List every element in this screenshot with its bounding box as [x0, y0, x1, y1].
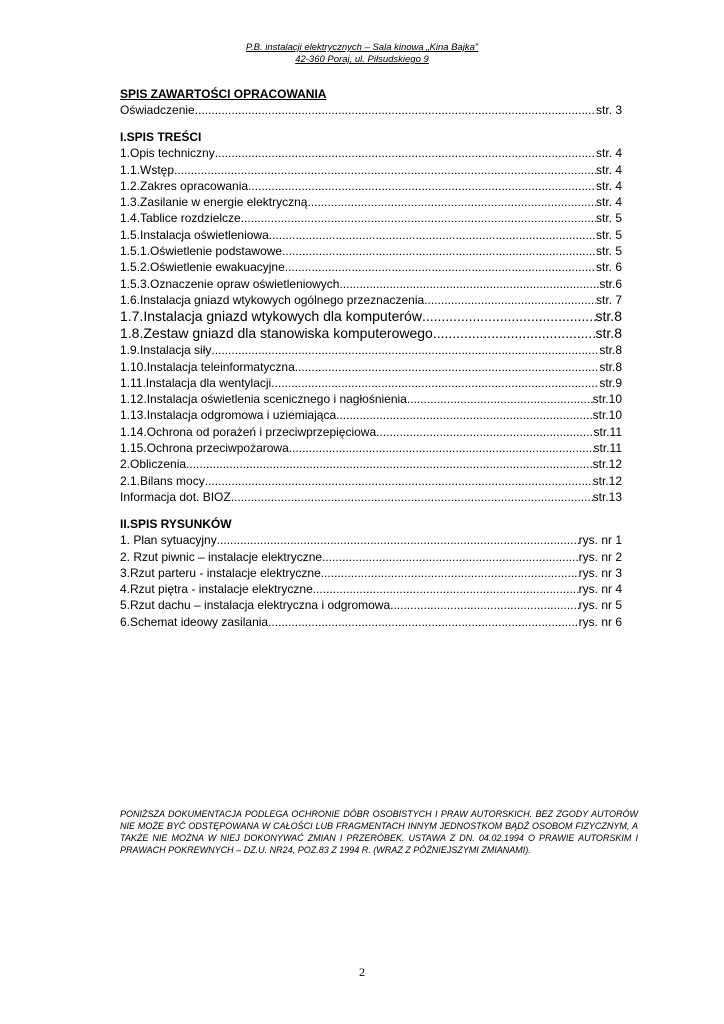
toc-entry-page: rys. nr 5: [578, 598, 622, 613]
dot-leader: [248, 178, 596, 194]
toc-entry-page: str. 4: [595, 146, 622, 161]
toc-entry-label: 1.10.Instalacja teleinformatyczna: [120, 359, 295, 374]
dot-leader: [307, 194, 596, 210]
toc-entry-page: str.8: [599, 343, 622, 358]
dot-leader: [422, 308, 596, 325]
dot-leader: [407, 391, 593, 407]
toc-entry-page: str.8: [595, 325, 622, 342]
toc-entry-page: str. 4: [595, 162, 622, 177]
toc-entry-label: 1. Plan sytuacyjny: [120, 533, 217, 548]
toc-entry: [120, 375, 622, 391]
toc-entry-page: rys. nr 4: [578, 582, 622, 597]
dot-leader: [211, 342, 599, 358]
toc-entry: [120, 391, 622, 407]
dot-leader: [285, 259, 596, 275]
section-heading: II.SPIS RYSUNKÓW: [120, 517, 232, 532]
toc-entry-label: 4.Rzut piętra - instalacje elektryczne: [120, 582, 313, 597]
toc-entry-label: 1.2.Zakres opracowania: [120, 178, 249, 193]
toc-entry: [120, 532, 622, 548]
toc-entry-label: Oświadczenie: [120, 103, 195, 117]
header-title: P.B. instalacji elektrycznych – Sala kinowa „Kina Bajka”: [245, 42, 479, 53]
toc-entry-page: str.10: [592, 392, 622, 407]
toc-entry: [120, 549, 622, 565]
toc-entry: [120, 308, 622, 325]
section-heading: I.SPIS TREŚCI: [120, 130, 202, 145]
toc-entry-page: str.13: [592, 489, 622, 504]
toc-entry-page: str.11: [593, 424, 622, 439]
toc-entry: [120, 614, 622, 630]
toc-entry-page: str. 5: [595, 227, 622, 242]
section-heading: SPIS ZAWARTOŚCI OPRACOWANIA: [120, 87, 327, 101]
toc-entry-label: 1.7.Instalacja gniazd wtykowych dla komputerów: [120, 308, 422, 325]
toc-entry: [120, 178, 622, 194]
dot-leader: [336, 407, 593, 423]
toc-entry-label: 1.12.Instalacja oświetlenia scenicznego i nagłośnienia: [120, 392, 407, 407]
toc-entry: [120, 210, 622, 226]
toc-entry-page: str. 5: [595, 211, 622, 226]
toc-entry-page: rys. nr 6: [578, 614, 622, 629]
table-of-contents: [120, 86, 622, 630]
toc-entry-label: 1.4.Tablice rozdzielcze: [120, 211, 241, 226]
toc-entry-label: 1.9.Instalacja siły: [120, 343, 212, 358]
dot-leader: [268, 614, 579, 630]
dot-leader: [186, 456, 593, 472]
toc-entry-label: 1.5.3.Oznaczenie opraw oświetleniowych: [120, 276, 340, 291]
toc-entry: [120, 489, 622, 505]
toc-entry-label: 1.3.Zasilanie w energie elektryczną: [120, 195, 308, 210]
dot-leader: [241, 210, 596, 226]
toc-entry: [120, 276, 622, 292]
dot-leader: [217, 532, 579, 548]
toc-entry-page: str. 4: [595, 195, 622, 210]
toc-entry-label: 5.Rzut dachu – instalacja elektryczna i odgromowa: [120, 598, 391, 613]
toc-entry: [120, 145, 622, 161]
toc-entry-page: str. 4: [595, 178, 622, 193]
dot-leader: [295, 359, 600, 375]
toc-entry: [120, 473, 622, 489]
toc-entry-label: 1.14.Ochrona od porażeń i przeciwprzepięciowa: [120, 424, 377, 439]
toc-entry-page: str.12: [592, 457, 622, 472]
toc-entry: [120, 243, 622, 259]
toc-entry-label: 1.Opis techniczny: [120, 146, 215, 161]
toc-entry-page: str.12: [592, 473, 622, 488]
dot-leader: [195, 102, 596, 118]
document-header: [0, 42, 724, 66]
toc-entry-page: str.10: [592, 408, 622, 423]
dot-leader: [174, 162, 596, 178]
toc-entry-page: rys. nr 2: [578, 549, 622, 564]
dot-leader: [313, 581, 579, 597]
toc-entry-label: 1.1.Wstęp: [120, 162, 175, 177]
toc-entry-label: 2.Obliczenia: [120, 457, 187, 472]
toc-entry-label: 6.Schemat ideowy zasilania: [120, 614, 269, 629]
header-address: 42-360 Poraj, ul. Piłsudskiego 9: [295, 54, 429, 65]
dot-leader: [269, 227, 596, 243]
toc-entry: [120, 259, 622, 275]
toc-entry-page: str.8: [595, 308, 622, 325]
toc-entry: [120, 227, 622, 243]
toc-entry-page: str. 6: [595, 260, 622, 275]
copyright-notice: PONIŻSZA DOKUMENTACJA PODLEGA OCHRONIE DÓBR OSOBISTYCH I PRAW AUTORSKICH. BEZ ZGODY AUTORÓW NIE MOŻE BYĆ ODSTĘPOWANA W CAŁOŚCI LUB FRAGMENTACH INNYM JEDNOSTKOM BĄDŹ OSOBOM FIZYCZNYM, A TAKŻE NIE MOŻNA W NIEJ DOKONYWAĆ ZMIAN I PRZERÓBEK. USTAWA Z DN. 04.02.1994 O PRAWIE AUTORSKIM I PRAWACH POKREWNYCH – DZ.U. NR24, POZ.83 Z 1994 R. (WRAZ Z PÓŹNIEJSZYMI ZMIANAMI).: [120, 809, 638, 855]
toc-entry-label: 1.15.Ochrona przeciwpożarowa: [120, 441, 289, 456]
toc-entry-label: 1.11.Instalacja dla wentylacji: [120, 375, 272, 390]
toc-entry: [120, 292, 622, 308]
toc-entry-page: str.8: [599, 359, 622, 374]
toc-entry: [120, 325, 622, 342]
dot-leader: [339, 276, 599, 292]
toc-entry-label: 3.Rzut parteru - instalacje elektryczne: [120, 565, 321, 580]
dot-leader: [376, 424, 593, 440]
toc-entry-page: str.11: [593, 441, 622, 456]
toc-entry: [120, 565, 622, 581]
dot-leader: [215, 145, 596, 161]
toc-entry-page: str.9: [599, 375, 622, 390]
page-number: 2: [359, 965, 365, 979]
toc-entry-page: str. 5: [595, 244, 622, 259]
toc-entry: [120, 407, 622, 423]
toc-entry-label: 1.5.1.Oświetlenie podstawowe: [120, 244, 283, 259]
toc-entry: [120, 342, 622, 358]
dot-leader: [390, 597, 579, 613]
toc-entry-label: 2.1.Bilans mocy: [120, 473, 205, 488]
toc-entry-label: 1.6.Instalacja gniazd wtykowych ogólnego przeznaczenia: [120, 292, 425, 307]
toc-entry-label: 1.5.2.Oświetlenie ewakuacyjne: [120, 260, 285, 275]
toc-entry: [120, 359, 622, 375]
toc-entry: [120, 597, 622, 613]
toc-entry: [120, 194, 622, 210]
dot-leader: [205, 473, 593, 489]
toc-entry-page: str.6: [599, 276, 622, 291]
toc-entry-page: str. 3: [595, 103, 622, 117]
dot-leader: [231, 489, 593, 505]
toc-entry-page: str. 7: [595, 292, 622, 307]
dot-leader: [271, 375, 599, 391]
toc-entry-label: 1.13.Instalacja odgromowa i uziemiająca: [120, 408, 337, 423]
toc-entry: [120, 162, 622, 178]
toc-entry-label: Informacja dot. BIOZ: [120, 489, 231, 504]
toc-entry-page: rys. nr 1: [578, 533, 622, 548]
dot-leader: [322, 549, 579, 565]
toc-entry-label: 2. Rzut piwnic – instalacje elektryczne: [120, 549, 323, 564]
toc-entry: [120, 102, 622, 118]
dot-leader: [289, 440, 594, 456]
toc-entry: [120, 581, 622, 597]
toc-entry-page: rys. nr 3: [578, 565, 622, 580]
dot-leader: [321, 565, 579, 581]
dot-leader: [424, 292, 596, 308]
toc-entry-label: 1.8.Zestaw gniazd dla stanowiska komputerowego: [120, 325, 433, 342]
dot-leader: [433, 325, 596, 342]
toc-entry: [120, 440, 622, 456]
toc-entry: [120, 424, 622, 440]
dot-leader: [282, 243, 596, 259]
toc-entry: [120, 456, 622, 472]
toc-entry-label: 1.5.Instalacja oświetleniowa: [120, 227, 269, 242]
